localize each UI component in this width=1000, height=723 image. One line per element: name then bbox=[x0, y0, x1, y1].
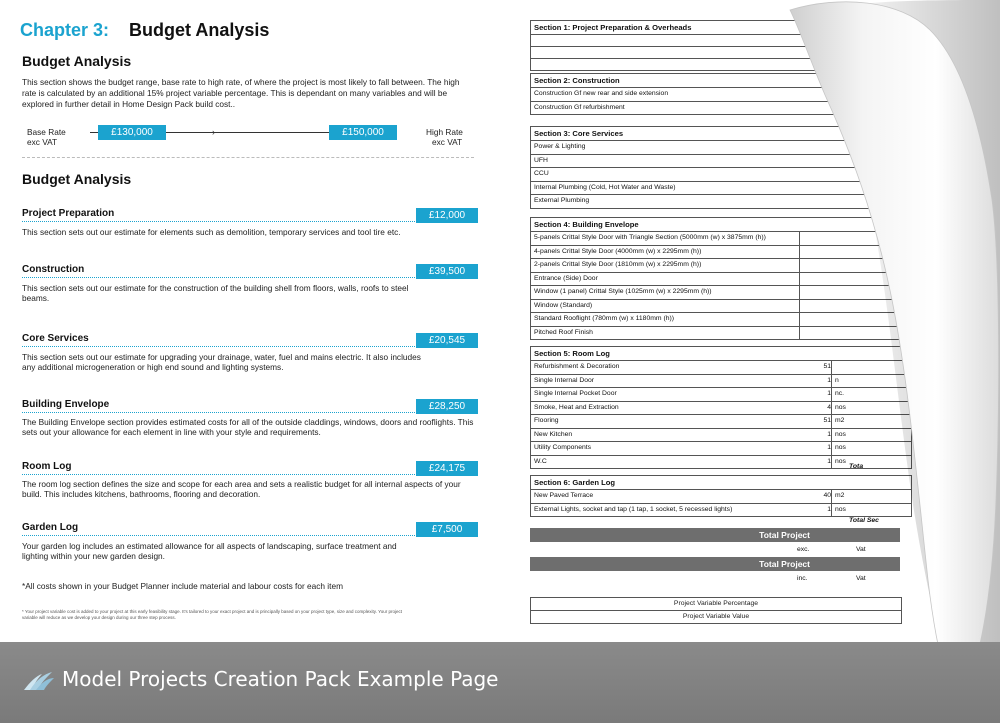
section-underline bbox=[22, 474, 415, 475]
row-unit: n bbox=[835, 376, 839, 384]
section-title: Building Envelope bbox=[22, 399, 110, 410]
row-unit: m2 bbox=[835, 417, 845, 424]
row-name: Utility Components bbox=[534, 444, 592, 451]
chapter-heading bbox=[20, 20, 269, 41]
row-name: Refurbishment & Decoration bbox=[534, 363, 620, 370]
table-row: External Plumbing bbox=[534, 197, 590, 204]
table-row: Internal Plumbing (Cold, Hot Water and Waste) bbox=[531, 182, 911, 196]
footer-text: Model Projects Creation Pack Example Page bbox=[62, 667, 499, 691]
row-name: New Kitchen bbox=[534, 430, 573, 438]
section-underline bbox=[22, 277, 415, 278]
table-row: Standard Rooflight (780mm (w) x 1180mm (h)) bbox=[531, 313, 911, 327]
row-qty: 4 bbox=[827, 403, 831, 411]
total-inc-label: Total Project bbox=[759, 559, 810, 569]
section-6-total: Total Sec bbox=[849, 517, 879, 524]
row-unit: nos bbox=[835, 457, 846, 465]
section-desc: The Building Envelope section provides estimated costs for all of the outside claddings, windows, doors and rooflights. This sets out your allowance for each element in line with your style and requirements. bbox=[22, 417, 474, 437]
section-value: £24,175 bbox=[416, 461, 478, 476]
intro-text-line2: rate is calculated by an additional 15% project variable percentage. This is dependant on many variables and will be explored in further detail in Home Design Pack build cost.. bbox=[22, 88, 448, 109]
table-row: Construction Gf new rear and side extension bbox=[531, 88, 911, 102]
table-row: 4-panels Crittal Style Door (4000mm (w) x 2295mm (h)) bbox=[531, 246, 911, 260]
section-desc: This section sets out our estimate for the construction of the building shell from floors, walls, roofs to steel beams. bbox=[22, 283, 409, 303]
row-unit: nos bbox=[835, 444, 846, 451]
total-exc-label: Total Project bbox=[759, 530, 810, 540]
high-rate-label: High Rate bbox=[426, 127, 463, 137]
row-unit: nc. bbox=[835, 390, 845, 397]
divider bbox=[22, 157, 474, 158]
row-unit: nos bbox=[835, 403, 846, 411]
row-qty: 1 bbox=[827, 444, 831, 451]
table-row: Pitched Roof Finish bbox=[534, 328, 593, 336]
section-value: £28,250 bbox=[416, 399, 478, 414]
table-section-title: Section 4: Building Envelope bbox=[531, 218, 911, 232]
cost-note: *All costs shown in your Budget Planner include material and labour costs for each item bbox=[22, 581, 343, 591]
section-desc: Your garden log includes an estimated allowance for all aspects of landscaping, surface treatment and lighting within your new garden design. bbox=[22, 541, 397, 561]
section-title: Construction bbox=[22, 264, 85, 275]
row-qty: 1 bbox=[827, 430, 831, 438]
row-qty: 1 bbox=[827, 457, 831, 465]
chapter-number: Chapter 3: bbox=[20, 20, 110, 40]
page-curl bbox=[730, 0, 1000, 723]
analysis-heading: Budget Analysis bbox=[22, 171, 132, 187]
row-qty: 51 bbox=[823, 417, 831, 424]
row-name: External Lights, socket and tap (1 tap, 1 socket, 5 recessed lights) bbox=[534, 505, 733, 513]
section-title: Room Log bbox=[22, 461, 72, 472]
section-title: Garden Log bbox=[22, 522, 79, 533]
row-name: Flooring bbox=[534, 417, 559, 424]
section-value: £20,545 bbox=[416, 333, 478, 348]
total-inc-sub1: inc. bbox=[797, 575, 808, 582]
fine-print: * Your project variable cost is added to your project at this early feasibility stage. It's tailored to your exact project and is principally based on your project type, size and complexity. Your project variable will reduce as we develop your design during our three step process. bbox=[22, 609, 402, 620]
row-qty: 1 bbox=[827, 505, 831, 513]
base-rate-sub: exc VAT bbox=[27, 137, 58, 147]
row-unit: nos bbox=[835, 430, 846, 438]
table-row: 5-panels Crittal Style Door with Triangle Section (5000mm (w) x 3875mm (h)) bbox=[531, 232, 911, 246]
section-desc: This section sets out our estimate for upgrading your drainage, water, fuel and mains electric. It also includes any additional microgeneration or high end sound and lighting systems. bbox=[22, 352, 421, 372]
chapter-title: Budget Analysis bbox=[129, 20, 270, 40]
table-section-title: Section 6: Garden Log bbox=[531, 476, 911, 490]
table-row: Construction Gf refurbishment bbox=[534, 103, 625, 111]
row-qty: 1 bbox=[827, 390, 831, 397]
table-row: Window (1 panel) Crittal Style (1025mm (w) x 2295mm (h)) bbox=[531, 286, 911, 300]
total-exc-sub2: Vat bbox=[856, 546, 866, 553]
table-row: UFH bbox=[531, 155, 911, 169]
row-name: New Paved Terrace bbox=[534, 492, 594, 499]
intro-text-line1: This section shows the budget range, base rate to high rate, of where the project is most likely to fall between. The high bbox=[22, 77, 460, 87]
row-qty: 1 bbox=[827, 376, 831, 384]
table-row: Entrance (Side) Door bbox=[531, 273, 911, 287]
row-name: Smoke, Heat and Extraction bbox=[534, 403, 619, 411]
intro-text bbox=[22, 77, 470, 110]
section-underline bbox=[22, 535, 415, 536]
total-inc-sub2: Vat bbox=[856, 575, 866, 582]
table-section-title: Section 3: Core Services bbox=[531, 127, 911, 141]
table-section-title: Section 1: Project Preparation & Overheads bbox=[531, 21, 911, 35]
table-row: CCU bbox=[531, 168, 911, 182]
table-row: Window (Standard) bbox=[531, 300, 911, 314]
base-rate-label: Base Rate bbox=[27, 127, 66, 137]
section-desc: This section sets out our estimate for elements such as demolition, temporary services and tool tire etc. bbox=[22, 227, 401, 237]
brand-logo-icon bbox=[20, 660, 56, 696]
section-5-total: Tota bbox=[849, 463, 864, 470]
section-underline bbox=[22, 346, 415, 347]
section-title: Core Services bbox=[22, 333, 89, 344]
variable-value: Project Variable Value bbox=[682, 613, 750, 620]
base-rate-value: £130,000 bbox=[98, 125, 166, 140]
table-row: 2-panels Crittal Style Door (1810mm (w) x 2295mm (h)) bbox=[531, 259, 911, 273]
row-unit: nos bbox=[835, 505, 846, 513]
row-qty: 40 bbox=[823, 492, 831, 499]
variable-percentage: Project Variable Percentage bbox=[531, 598, 901, 611]
high-rate-value: £150,000 bbox=[329, 125, 397, 140]
section-value: £12,000 bbox=[416, 208, 478, 223]
row-qty: 51 bbox=[823, 363, 831, 370]
range-arrow-icon: › bbox=[212, 127, 215, 137]
section-underline bbox=[22, 412, 415, 413]
section-title: Project Preparation bbox=[22, 208, 115, 219]
section-value: £39,500 bbox=[416, 264, 478, 279]
intro-heading: Budget Analysis bbox=[22, 53, 132, 69]
table-row: Power & Lighting bbox=[531, 141, 911, 155]
row-name: Single Internal Pocket Door bbox=[534, 390, 617, 397]
section-value: £7,500 bbox=[416, 522, 478, 537]
table-section-title: Section 5: Room Log bbox=[531, 347, 911, 361]
row-name: W.C bbox=[534, 457, 547, 465]
row-unit: m2 bbox=[835, 492, 845, 499]
row-name: Single Internal Door bbox=[534, 376, 595, 384]
high-rate-sub: exc VAT bbox=[432, 137, 463, 147]
section-desc: The room log section defines the size and scope for each area and sets a realistic budget for all internal aspects of your build. This includes kitchens, bathrooms, flooring and decoration. bbox=[22, 479, 461, 499]
total-exc-sub1: exc. bbox=[797, 546, 810, 553]
table-section-title: Section 2: Construction bbox=[531, 74, 911, 88]
section-underline bbox=[22, 221, 415, 222]
left-page bbox=[0, 0, 506, 642]
